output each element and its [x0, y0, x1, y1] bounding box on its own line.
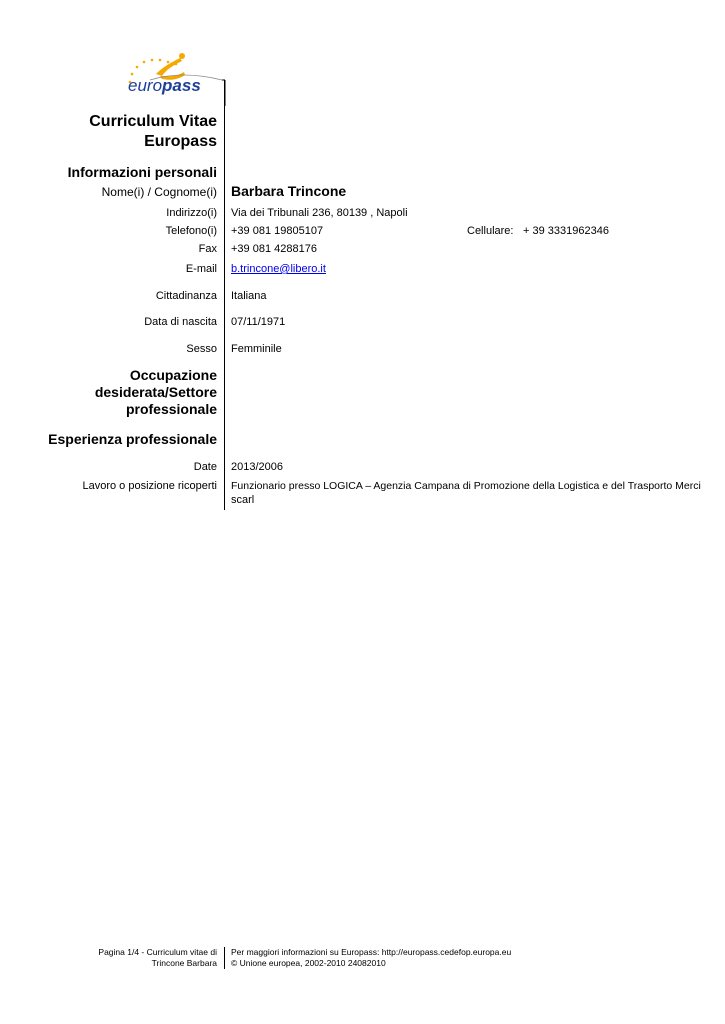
fax-label: Fax — [198, 243, 217, 255]
footer-divider — [224, 947, 225, 969]
date-label: Date — [193, 461, 217, 473]
mobile-label: Cellulare: — [467, 225, 514, 237]
column-divider — [224, 80, 225, 510]
wordmark-pass: pass — [162, 76, 201, 95]
mobile-value: + 39 3331962346 — [523, 225, 609, 237]
birthdate-value: 07/11/1971 — [231, 316, 286, 328]
section-occupation-heading-l1: Occupazione — [129, 367, 217, 383]
cv-title-line2: Europass — [144, 133, 217, 150]
birthdate-label: Data di nascita — [144, 316, 217, 328]
name-value: Barbara Trincone — [231, 183, 347, 199]
citizenship-value: Italiana — [231, 290, 267, 302]
footer-copyright: © Unione europea, 2002-2010 24082010 — [231, 958, 386, 968]
citizenship-label: Cittadinanza — [155, 290, 217, 302]
job-value-line2: scarl — [231, 494, 255, 506]
job-label: Lavoro o posizione ricoperti — [82, 480, 217, 492]
phone-value: +39 081 19805107 — [231, 225, 324, 237]
section-occupation-heading-l3: professionale — [125, 401, 217, 417]
section-experience-heading: Esperienza professionale — [48, 431, 217, 447]
job-value-line1: Funzionario presso LOGICA – Agenzia Campana di Promozione della Logistica e del Trasporto Merci — [231, 480, 701, 492]
section-personal-heading: Informazioni personali — [67, 164, 217, 180]
europass-logo — [122, 50, 226, 106]
section-occupation-heading-l2: desiderata/Settore — [94, 384, 217, 400]
name-label: Nome(i) / Cognome(i) — [101, 185, 217, 199]
footer-left — [98, 947, 217, 969]
sex-value: Femminile — [231, 343, 282, 355]
sex-label: Sesso — [186, 343, 217, 355]
footer-more-info: Per maggiori informazioni su Europass: http://europass.cedefop.europa.eu — [231, 947, 512, 957]
footer-owner: Trincone Barbara — [151, 958, 217, 968]
europass-wordmark — [128, 76, 201, 96]
email-label: E-mail — [185, 263, 217, 275]
cv-title-line1: Curriculum Vitae — [89, 113, 217, 130]
address-label: Indirizzo(i) — [166, 207, 217, 219]
date-value: 2013/2006 — [231, 461, 283, 473]
email-value-wrap — [231, 263, 326, 275]
fax-value: +39 081 4288176 — [231, 243, 317, 255]
phone-label: Telefono(i) — [165, 225, 217, 237]
email-link[interactable]: b.trincone@libero.it — [231, 263, 326, 275]
address-value: Via dei Tribunali 236, 80139 , Napoli — [231, 207, 408, 219]
footer-page-info: Pagina 1/4 - Curriculum vitae di — [98, 947, 217, 957]
footer-right — [231, 947, 511, 969]
wordmark-euro: euro — [128, 76, 163, 95]
